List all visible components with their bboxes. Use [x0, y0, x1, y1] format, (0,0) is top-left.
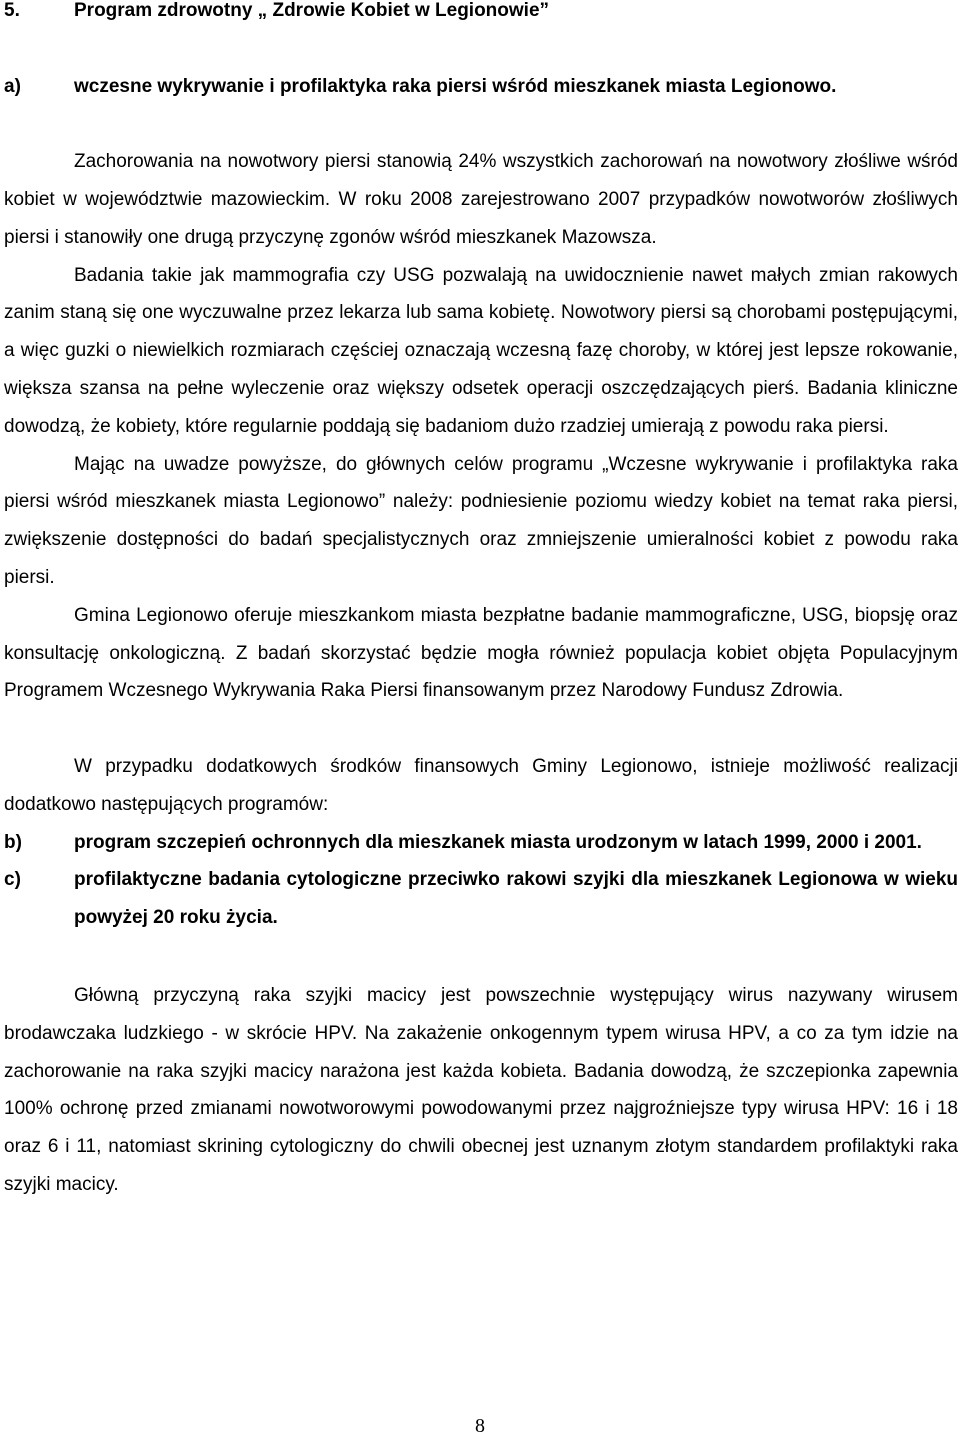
list-item-b-text: program szczepień ochronnych dla mieszkanek miasta urodzonym w latach 1999, 2000 i 2001.: [74, 831, 922, 853]
paragraph: Gmina Legionowo oferuje mieszkankom miasta bezpłatne badanie mammograficzne, USG, biopsję oraz konsultację onkologiczną. Z badań skorzystać będzie mogła również populacja kobiet objęta Populacyjnym Programem Wczesnego Wykrywania Raka Piersi finansowanym przez Narodowy Fundusz Zdrowia.: [4, 604, 958, 702]
paragraph-hpv: Główną przyczyną raka szyjki macicy jest powszechnie występujący wirus nazywany wirusem brodawczaka ludzkiego - w skrócie HPV. Na zakażenie onkogennym typem wirusa HPV, a co za tym idzie na zachorowanie na raka szyjki macicy narażona jest każda kobieta. Badania dowodzą, że szczepionka zapewnia 100% ochronę przed zmianami nowotworowymi powodowanymi przez najgroźniejsze typy wirusa HPV: 16 i 18 oraz 6 i 11, natomiast skrining cytologiczny do chwili obecnej jest uznanym złotym standardem profilaktyki raka szyjki macicy.: [4, 984, 958, 1195]
list-item-a: [4, 68, 958, 106]
paragraph: Badania takie jak mammografia czy USG pozwalają na uwidocznienie nawet małych zmian rakowych zanim staną się one wyczuwalne przez lekarza lub sama kobietę. Nowotwory piersi są chorobami postępującymi, a więc guzki o niewielkich rozmiarach częściej oznaczają wczesną fazę choroby, w której jest lepsze rokowanie, większa szansa na pełne wyleczenie oraz większy odsetek operacji oszczędzających pierś. Badania kliniczne dowodzą, że kobiety, które regularnie poddają się badaniom dużo rzadziej umierają z powodu raka piersi.: [4, 264, 958, 437]
list-item-b-label: b): [4, 831, 22, 853]
list-item-a-label: a): [4, 75, 21, 97]
list-item-a-text: wczesne wykrywanie i profilaktyka raka piersi wśród mieszkanek miasta Legionowo.: [74, 75, 837, 97]
document-page: [4, 0, 958, 1204]
section-title: Program zdrowotny „ Zdrowie Kobiet w Legionowie”: [74, 0, 550, 21]
paragraph-intro: W przypadku dodatkowych środków finansowych Gminy Legionowo, istnieje możliwość realizacji dodatkowo następujących programów:: [4, 755, 958, 815]
paragraph: Mając na uwadze powyższe, do głównych celów programu „Wczesne wykrywanie i profilaktyka raka piersi wśród mieszkanek miasta Legionowo” należy: podniesienie poziomu wiedzy kobiet na temat raka piersi, zwiększenie dostępności do badań specjalistycznych oraz zmniejszenie umieralności kobiet z powodu raka piersi.: [4, 453, 958, 588]
list-item-c: [4, 861, 958, 937]
paragraph: Zachorowania na nowotwory piersi stanowią 24% wszystkich zachorowań na nowotwory złośliwe wśród kobiet w województwie mazowieckim. W roku 2008 zarejestrowano 2007 przypadków nowotworów złośliwych piersi i stanowiły one drugą przyczynę zgonów wśród mieszkanek Mazowsza.: [4, 151, 958, 248]
section-number: 5.: [4, 0, 20, 21]
page-number: 8: [475, 1415, 485, 1437]
section-heading: [4, 0, 958, 30]
list-item-c-text: profilaktyczne badania cytologiczne przeciwko rakowi szyjki dla mieszkanek Legionowa w wieku powyżej 20 roku życia.: [74, 869, 958, 929]
list-item-b: [4, 824, 958, 862]
list-item-c-label: c): [4, 869, 21, 891]
